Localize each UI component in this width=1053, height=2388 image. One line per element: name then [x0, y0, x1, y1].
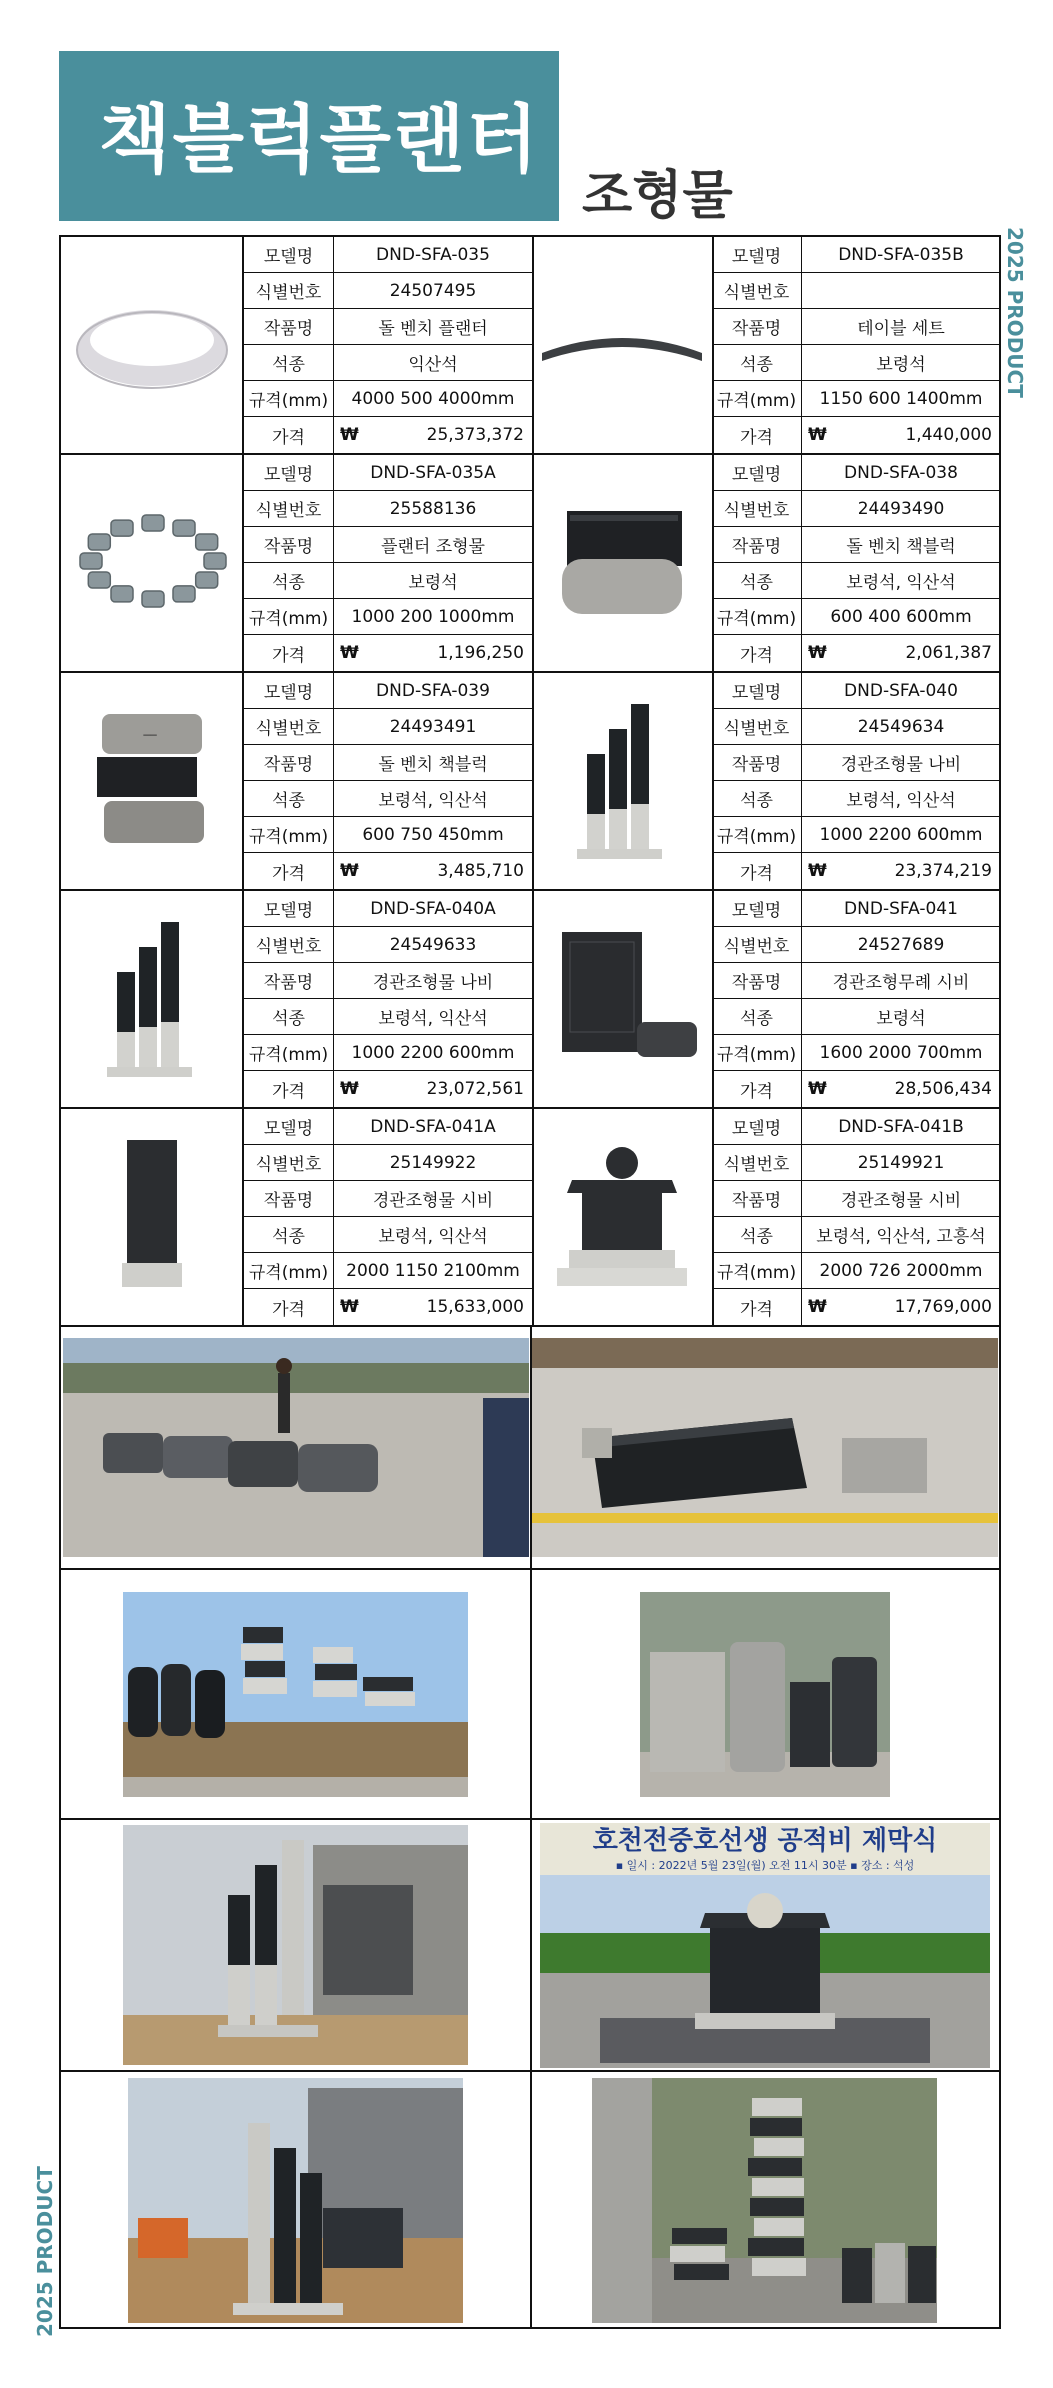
size-value: 1000 2200 600mm [351, 1042, 515, 1063]
page-title: 책블럭플랜터 [99, 97, 540, 183]
name-value: 테이블 세트 [857, 319, 945, 339]
spec-price-line [712, 853, 1000, 889]
spec-id-line [244, 1145, 532, 1181]
svg-text:──: ── [142, 729, 157, 742]
spec-model-line [244, 1109, 532, 1145]
spec-label: 가격 [712, 853, 802, 889]
won-symbol: ₩ [340, 1079, 359, 1099]
stone-value: 보령석, 익산석 [378, 791, 488, 811]
spec-label: 규격(mm) [244, 599, 334, 634]
page-subtitle: 조형물 [582, 166, 733, 226]
spec-price-line [712, 1289, 1000, 1325]
spec-price-line [244, 853, 532, 889]
spec-label: 가격 [244, 417, 334, 453]
name-value: 돌 벤치 책블럭 [378, 755, 488, 775]
spec-label: 가격 [712, 1289, 802, 1325]
spec-name-line [244, 1181, 532, 1217]
photo-row-2 [61, 1570, 999, 1820]
spec-stone-line [244, 781, 532, 817]
model-value: DND-SFA-041B [838, 1116, 964, 1137]
product-image-cell [61, 891, 244, 1107]
name-value: 돌 벤치 플랜터 [378, 319, 488, 339]
spec-label: 모델명 [244, 455, 334, 490]
price-amount: 3,485,710 [437, 861, 524, 881]
spec-label: 규격(mm) [244, 1035, 334, 1070]
spec-label: 작품명 [244, 527, 334, 562]
product-row [61, 237, 999, 455]
price-amount: 23,072,561 [426, 1079, 524, 1099]
product-image-cell [61, 455, 244, 671]
spec-name-line [244, 309, 532, 345]
curved-stone-bench-icon [537, 313, 707, 377]
spec-label: 식별번호 [712, 709, 802, 744]
spec-model-line [712, 891, 1000, 927]
spec-label: 석종 [244, 345, 334, 380]
spec-stone-line [244, 563, 532, 599]
product-spec-table [244, 455, 534, 671]
spec-label: 모델명 [712, 891, 802, 926]
price-value [334, 1071, 532, 1107]
spec-size-line [712, 1253, 1000, 1289]
spec-label: 모델명 [244, 673, 334, 708]
product-spec-table [244, 1109, 534, 1325]
spec-label: 식별번호 [244, 491, 334, 526]
id-value: 24549634 [857, 716, 945, 737]
stone-value: 보령석, 익산석, 고흥석 [816, 1227, 986, 1247]
size-value: 4000 500 4000mm [351, 388, 515, 409]
product-row [61, 673, 999, 891]
spec-model-line [712, 455, 1000, 491]
photo-row-1 [61, 1327, 999, 1570]
spec-stone-line [712, 781, 1000, 817]
price-amount: 25,373,372 [426, 425, 524, 445]
photo-butterfly-pillars-installed [123, 1825, 468, 2065]
spec-label: 규격(mm) [712, 1253, 802, 1288]
id-value: 24507495 [389, 280, 477, 301]
price-value [334, 1289, 532, 1325]
spec-name-line [712, 1181, 1000, 1217]
spec-stone-line [712, 1217, 1000, 1253]
photo-cell [61, 1327, 532, 1568]
photo-book-tower-sculpture [592, 2078, 937, 2323]
spec-label: 작품명 [712, 527, 802, 562]
price-amount: 28,506,434 [894, 1079, 992, 1099]
photo-cell [530, 1327, 999, 1568]
product-row [61, 891, 999, 1109]
spec-model-line [244, 455, 532, 491]
price-amount: 23,374,219 [894, 861, 992, 881]
product-spec-table [712, 891, 1000, 1107]
stone-book-bench-icon [552, 501, 692, 625]
spec-id-line [712, 273, 1000, 309]
spec-stone-line [244, 1217, 532, 1253]
won-symbol: ₩ [340, 425, 359, 445]
spec-price-line [244, 417, 532, 453]
photo-stone-books-closeup [640, 1592, 890, 1797]
model-value: DND-SFA-035 [376, 244, 490, 265]
stone-value: 보령석, 익산석 [846, 791, 956, 811]
id-value: 25588136 [389, 498, 477, 519]
product-spec-table [712, 1109, 1000, 1325]
spec-label: 작품명 [712, 309, 802, 344]
poem-monument-icon [542, 927, 702, 1071]
spec-size-line [244, 1253, 532, 1289]
spec-label: 규격(mm) [712, 599, 802, 634]
spec-stone-line [712, 999, 1000, 1035]
model-value: DND-SFA-040 [844, 680, 958, 701]
spec-name-line [244, 745, 532, 781]
id-value: 24549633 [389, 934, 477, 955]
product-image-cell [61, 673, 244, 889]
spec-label: 석종 [712, 781, 802, 816]
product-spec-table [712, 673, 1000, 889]
spec-label: 작품명 [244, 963, 334, 998]
model-value: DND-SFA-035B [838, 244, 964, 265]
spec-stone-line [244, 999, 532, 1035]
product-spec-table [244, 237, 534, 453]
spec-label: 석종 [244, 563, 334, 598]
model-value: DND-SFA-038 [844, 462, 958, 483]
spec-label: 규격(mm) [712, 1035, 802, 1070]
spec-price-line [712, 417, 1000, 453]
memorial-monument-icon [547, 1135, 697, 1299]
product-image-cell [531, 237, 714, 453]
spec-size-line [712, 599, 1000, 635]
photo-book-stack-display [123, 1592, 468, 1797]
price-amount: 1,196,250 [437, 643, 524, 663]
price-value [334, 417, 532, 453]
spec-label: 모델명 [712, 1109, 802, 1144]
product-spec-table [712, 455, 1000, 671]
product-spec-table [244, 891, 534, 1107]
spec-label: 석종 [712, 345, 802, 380]
stacked-stone-books-icon [92, 709, 212, 853]
stone-circle-planter-icon [72, 506, 232, 620]
model-value: DND-SFA-039 [376, 680, 490, 701]
name-value: 돌 벤치 책블럭 [846, 537, 956, 557]
spec-label: 석종 [244, 781, 334, 816]
won-symbol: ₩ [808, 1079, 827, 1099]
spec-label: 규격(mm) [712, 381, 802, 416]
spec-label: 석종 [712, 999, 802, 1034]
name-value: 경관조형물 나비 [840, 755, 962, 775]
id-value: 24527689 [857, 934, 945, 955]
photo-butterfly-pillars-construction [128, 2078, 463, 2323]
stone-value: 보령석 [876, 1009, 926, 1029]
spec-label: 식별번호 [244, 273, 334, 308]
photo-cell [61, 1570, 532, 1818]
won-symbol: ₩ [808, 643, 827, 663]
won-symbol: ₩ [808, 1297, 827, 1317]
spec-label: 식별번호 [244, 709, 334, 744]
butterfly-pillars-icon [567, 694, 677, 868]
spec-label: 가격 [712, 417, 802, 453]
id-value: 24493491 [389, 716, 477, 737]
spec-label: 석종 [244, 1217, 334, 1252]
stone-value: 보령석, 익산석 [378, 1009, 488, 1029]
spec-size-line [244, 599, 532, 635]
spec-stone-line [712, 563, 1000, 599]
product-image-cell [61, 237, 244, 453]
photo-cell [530, 1570, 999, 1818]
spec-label: 작품명 [712, 1181, 802, 1216]
size-value: 600 400 600mm [830, 606, 972, 627]
spec-label: 식별번호 [712, 1145, 802, 1180]
won-symbol: ₩ [340, 861, 359, 881]
price-value [802, 1289, 1000, 1325]
product-row [61, 1109, 999, 1327]
price-amount: 2,061,387 [905, 643, 992, 663]
butterfly-pillars-icon [97, 912, 207, 1086]
spec-size-line [712, 381, 1000, 417]
photo-cell [530, 2072, 999, 2329]
spec-label: 모델명 [244, 1109, 334, 1144]
spec-id-line [712, 491, 1000, 527]
product-sheet [59, 235, 1001, 2329]
product-image-cell [531, 673, 714, 889]
spec-label: 석종 [244, 999, 334, 1034]
photo-cell [530, 1820, 999, 2070]
spec-name-line [712, 527, 1000, 563]
spec-price-line [712, 635, 1000, 671]
spec-label: 식별번호 [712, 927, 802, 962]
price-amount: 17,769,000 [894, 1297, 992, 1317]
product-image-cell [531, 1109, 714, 1325]
size-value: 1150 600 1400mm [819, 388, 983, 409]
spec-label: 모델명 [712, 455, 802, 490]
slab-monument-icon [112, 1135, 192, 1299]
spec-label: 모델명 [712, 237, 802, 272]
spec-size-line [244, 381, 532, 417]
spec-label: 규격(mm) [244, 1253, 334, 1288]
stone-value: 보령석 [876, 355, 926, 375]
spec-name-line [244, 527, 532, 563]
product-row [61, 455, 999, 673]
spec-label: 규격(mm) [244, 817, 334, 852]
spec-price-line [244, 1289, 532, 1325]
price-value [802, 853, 1000, 889]
price-value [802, 417, 1000, 453]
spec-name-line [712, 745, 1000, 781]
spec-label: 석종 [712, 1217, 802, 1252]
photo-book-bench [532, 1338, 998, 1557]
spec-model-line [712, 237, 1000, 273]
price-value [802, 1071, 1000, 1107]
stone-value: 익산석 [408, 355, 458, 375]
price-amount: 15,633,000 [426, 1297, 524, 1317]
spec-label: 석종 [712, 563, 802, 598]
spec-name-line [712, 963, 1000, 999]
spec-label: 작품명 [244, 1181, 334, 1216]
spec-model-line [244, 891, 532, 927]
name-value: 플랜터 조형물 [381, 537, 485, 557]
size-value: 1000 200 1000mm [351, 606, 515, 627]
spec-price-line [244, 635, 532, 671]
model-value: DND-SFA-041 [844, 898, 958, 919]
price-value [802, 635, 1000, 671]
spec-label: 작품명 [712, 963, 802, 998]
spec-label: 가격 [712, 635, 802, 671]
stone-value: 보령석 [408, 573, 458, 593]
spec-label: 식별번호 [712, 491, 802, 526]
price-value [334, 635, 532, 671]
photo-cell [61, 1820, 532, 2070]
spec-size-line [244, 1035, 532, 1071]
won-symbol: ₩ [808, 861, 827, 881]
stone-value: 보령석, 익산석 [378, 1227, 488, 1247]
spec-label: 가격 [244, 635, 334, 671]
name-value: 경관조형무례 시비 [832, 973, 970, 993]
spec-label: 식별번호 [712, 273, 802, 308]
photo-row-4 [61, 2072, 999, 2329]
spec-id-line [244, 927, 532, 963]
won-symbol: ₩ [340, 1297, 359, 1317]
ceremony-banner-subtext: ▪ 일시 : 2022년 5월 23일(월) 오전 11시 30분 ▪ 장소 : 석성 [615, 1858, 914, 1872]
spec-model-line [244, 237, 532, 273]
name-value: 경관조형물 시비 [840, 1191, 962, 1211]
spec-model-line [712, 673, 1000, 709]
won-symbol: ₩ [340, 643, 359, 663]
spec-label: 가격 [244, 1289, 334, 1325]
spec-stone-line [712, 345, 1000, 381]
product-image-cell [531, 891, 714, 1107]
spec-size-line [712, 817, 1000, 853]
spec-id-line [244, 273, 532, 309]
spec-label: 가격 [244, 853, 334, 889]
spec-stone-line [244, 345, 532, 381]
photo-row-3 [61, 1820, 999, 2072]
photo-bench-yard [63, 1338, 529, 1557]
model-value: DND-SFA-040A [370, 898, 496, 919]
id-value: 24493490 [857, 498, 945, 519]
spec-label: 규격(mm) [712, 817, 802, 852]
title-banner [59, 51, 559, 221]
spec-label: 작품명 [244, 309, 334, 344]
size-value: 2000 726 2000mm [819, 1260, 983, 1281]
spec-label: 작품명 [712, 745, 802, 780]
spec-label: 가격 [712, 1071, 802, 1107]
spec-label: 작품명 [244, 745, 334, 780]
ceremony-banner-text: 호천전중호선생 공적비 제막식 [592, 1825, 937, 1856]
spec-size-line [712, 1035, 1000, 1071]
photo-memorial-ceremony [540, 1823, 990, 2068]
id-value: 25149921 [857, 1152, 945, 1173]
spec-label: 모델명 [712, 673, 802, 708]
id-value [802, 273, 1000, 308]
name-value: 경관조형물 나비 [372, 973, 494, 993]
spec-label: 식별번호 [244, 1145, 334, 1180]
model-value: DND-SFA-041A [370, 1116, 496, 1137]
spec-label: 모델명 [244, 237, 334, 272]
price-amount: 1,440,000 [905, 425, 992, 445]
size-value: 1000 2200 600mm [819, 824, 983, 845]
spec-label: 가격 [244, 1071, 334, 1107]
size-value: 600 750 450mm [362, 824, 504, 845]
spec-id-line [712, 927, 1000, 963]
model-value: DND-SFA-035A [370, 462, 496, 483]
stone-value: 보령석, 익산석 [846, 573, 956, 593]
spec-id-line [712, 709, 1000, 745]
name-value: 경관조형물 시비 [372, 1191, 494, 1211]
spec-label: 식별번호 [244, 927, 334, 962]
price-value [334, 853, 532, 889]
photo-cell [61, 2072, 532, 2329]
spec-id-line [244, 709, 532, 745]
spec-name-line [712, 309, 1000, 345]
product-image-cell [531, 455, 714, 671]
won-symbol: ₩ [808, 425, 827, 445]
spec-size-line [244, 817, 532, 853]
side-label-top: 2025 PRODUCT [1003, 227, 1027, 398]
product-image-cell [61, 1109, 244, 1325]
spec-name-line [244, 963, 532, 999]
size-value: 2000 1150 2100mm [346, 1260, 520, 1281]
spec-id-line [712, 1145, 1000, 1181]
spec-label: 규격(mm) [244, 381, 334, 416]
stone-ring-planter-icon [72, 288, 232, 402]
spec-price-line [244, 1071, 532, 1107]
spec-model-line [712, 1109, 1000, 1145]
id-value: 25149922 [389, 1152, 477, 1173]
spec-id-line [244, 491, 532, 527]
spec-price-line [712, 1071, 1000, 1107]
spec-model-line [244, 673, 532, 709]
product-spec-table [244, 673, 534, 889]
side-label-bottom: 2025 PRODUCT [33, 2166, 57, 2337]
spec-label: 모델명 [244, 891, 334, 926]
size-value: 1600 2000 700mm [819, 1042, 983, 1063]
product-spec-table [712, 237, 1000, 453]
